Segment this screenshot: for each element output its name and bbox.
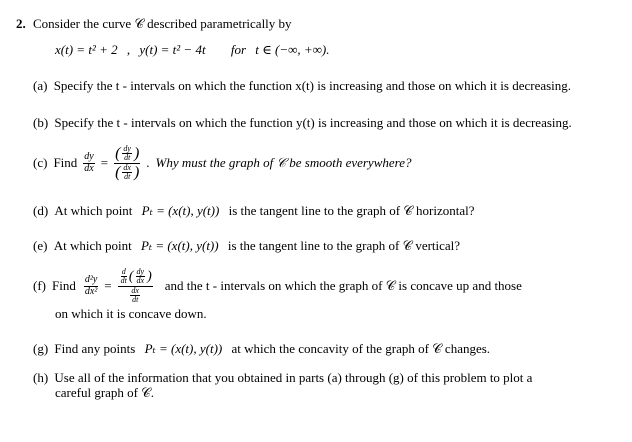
part-c-label: (c) xyxy=(33,155,48,171)
part-e-label: (e) xyxy=(33,238,48,253)
part-h-text1: Use all of the information that you obtained in parts (a) through (g) of this problem to plot a xyxy=(54,370,533,385)
second-derivative-chain-fraction: $\frac{d}{dt}$ ( $\frac{dy}{dx}$ ) $\frac{dx}{dt}$ xyxy=(118,268,153,305)
x-definition: x(t) = t² + 2 xyxy=(55,42,118,57)
part-e-text2: is the tangent line to the graph of 𝒞 vertical? xyxy=(227,238,461,253)
part-g-text2: at which the concavity of the graph of 𝒞 changes. xyxy=(231,341,491,356)
outer-dxdt-numerator: dx xyxy=(131,285,139,295)
dydt-numerator: dy xyxy=(123,144,131,153)
problem-header xyxy=(16,16,292,32)
dydx-denominator: dx xyxy=(84,162,94,174)
part-h xyxy=(33,370,532,386)
parametric-equations xyxy=(55,42,329,58)
part-h-continuation xyxy=(55,385,154,401)
part-b-text: Specify the t - intervals on which the function y(t) is increasing and those on which it is decreasing. xyxy=(54,115,572,130)
part-f-equals: = xyxy=(104,278,112,294)
part-b-label: (b) xyxy=(33,115,49,130)
part-c-question: Why must the graph of 𝒞 be smooth everywhere? xyxy=(155,155,412,171)
part-d-label: (d) xyxy=(33,203,49,218)
part-d-point: Pₜ = (x(t), y(t)) xyxy=(141,203,220,218)
inner-dydx-numerator: dy xyxy=(136,267,145,276)
part-c-find: Find xyxy=(53,155,78,171)
part-c xyxy=(33,145,412,182)
d-operator-denominator: dt xyxy=(120,276,127,286)
second-derivative-fraction xyxy=(84,275,98,297)
equation-separator: , xyxy=(126,42,131,57)
d-operator-numerator: d xyxy=(121,267,126,276)
part-g xyxy=(33,341,490,357)
part-d xyxy=(33,203,475,219)
part-a xyxy=(33,78,571,94)
part-e-text1: At which point xyxy=(53,238,132,253)
part-c-period: . xyxy=(146,155,150,171)
part-e-point: Pₜ = (x(t), y(t)) xyxy=(140,238,219,253)
part-h-text2: careful graph of 𝒞. xyxy=(55,385,154,400)
problem-number: 2. xyxy=(16,16,26,31)
part-f-find: Find xyxy=(52,278,76,294)
part-g-label: (g) xyxy=(33,341,49,356)
domain: t ∈ (−∞, +∞). xyxy=(255,42,330,57)
part-a-label: (a) xyxy=(33,78,48,93)
part-e xyxy=(33,238,460,254)
part-h-label: (h) xyxy=(33,370,49,385)
dydx-numerator: dy xyxy=(84,151,94,163)
y-definition: y(t) = t² − 4t xyxy=(139,42,206,57)
dydt-denominator: dt xyxy=(124,153,131,163)
part-f xyxy=(33,268,522,305)
outer-dxdt-denominator: dt xyxy=(132,295,139,305)
part-d-text1: At which point xyxy=(54,203,133,218)
chain-rule-fraction: ( $\frac{dy}{dt}$ ) ( $\frac{dx}{dt}$ ) xyxy=(115,144,140,182)
part-g-text1: Find any points xyxy=(54,341,136,356)
domain-prefix: for xyxy=(230,42,246,57)
part-d-text2: is the tangent line to the graph of 𝒞 horizontal? xyxy=(228,203,475,218)
part-c-equals: = xyxy=(100,155,109,171)
part-f-label: (f) xyxy=(33,278,46,294)
part-g-point: Pₜ = (x(t), y(t)) xyxy=(144,341,223,356)
part-f-text1: and the t - intervals on which the graph of 𝒞 is concave up and those xyxy=(164,278,522,294)
d2y-numerator: d²y xyxy=(84,274,98,286)
dxdt-numerator: dx xyxy=(123,162,131,172)
dxdt-denominator: dt xyxy=(124,172,131,182)
part-b xyxy=(33,115,572,131)
problem-intro: Consider the curve 𝒞 described parametrically by xyxy=(33,16,292,31)
inner-dydx-denominator: dx xyxy=(136,276,145,286)
part-a-text: Specify the t - intervals on which the function x(t) is increasing and those on which it is decreasing. xyxy=(53,78,572,93)
dx2-denominator: dx² xyxy=(84,285,98,297)
part-f-continuation xyxy=(55,306,207,322)
part-f-text2: on which it is concave down. xyxy=(55,306,207,321)
dydx-fraction xyxy=(83,152,94,174)
